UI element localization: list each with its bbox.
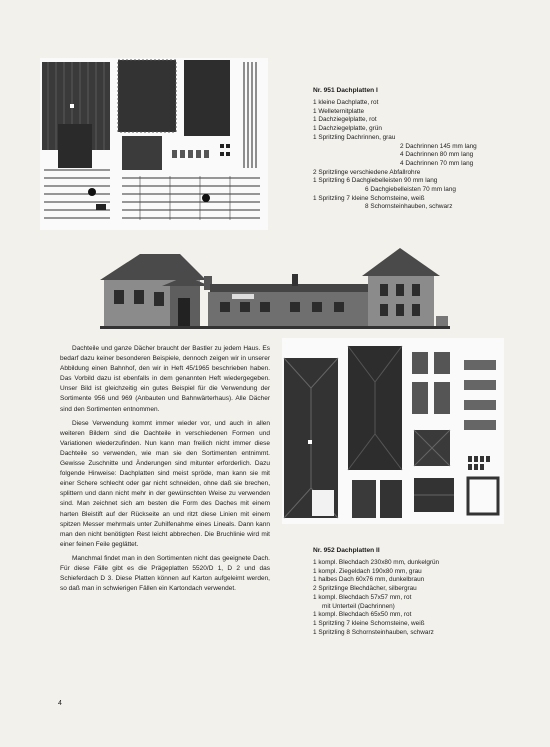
list-item: 1 Spritzling 6 Dachgiebelleisten 90 mm lang bbox=[313, 177, 438, 185]
page-number: 4 bbox=[58, 700, 62, 707]
list-item: 1 kompl. Ziegeldach 190x80 mm, grau bbox=[313, 567, 422, 575]
list-item: 2 Spritzlinge verschiedene Abfallrohre bbox=[313, 168, 421, 176]
set-952-parts-list bbox=[313, 559, 513, 637]
list-item: 1 Spritzling 7 kleine Schornsteine, weiß bbox=[313, 619, 425, 627]
list-item: 1 kleine Dachplatte, rot bbox=[313, 99, 379, 106]
list-item: 8 Schornsteinhauben, schwarz bbox=[365, 203, 453, 211]
photo-set-952-parts bbox=[282, 338, 504, 524]
set-951-parts-illustration bbox=[40, 58, 268, 230]
list-item: 1 Dachziegelplatte, rot bbox=[313, 116, 377, 124]
list-item: 1 Spritzling 7 kleine Schornsteine, weiß bbox=[313, 194, 425, 202]
list-item: 1 kompl. Blechdach 230x80 mm, dunkelgrün bbox=[313, 559, 440, 566]
paragraph-3: Manchmal findet man in den Sortimenten nicht das geeignete Dach. Für diese Fälle gibt es die Prägeplatten 5520/D 1, D 2 und das Schieferdach D 3. Diese Platten können auf Karton aufgeleimt werden, so daß man in schwierigen Fällen ein Kartondach verwendet. bbox=[60, 554, 270, 593]
list-item: 1 halbes Dach 60x76 mm, dunkelbraun bbox=[313, 576, 425, 584]
photo-station-model bbox=[100, 246, 450, 330]
paragraph-2: Diese Verwendung kommt immer wieder vor, und auch in allen weiteren Bildern sind die Dachteile in verschiedenen Formen und Variationen wiederzufinden. Nun kann man freilich nicht immer diese Dachteile so verwenden, wie man sie den Sortimenten entnimmt. Gewisse Zuschnitte und Änderungen sind mitunter erforderlich. Dazu folgende Hinweise: Dachplatten sind meist spröde, man kann sie mit einer Schere schlecht oder gar nicht schneiden, ohne daß sie brechen, splittern und dann nicht mehr in der gewünschten Weise zu verwenden sind. Man zeichnet sich am besten die Form des Daches mit einem harten Bleistift auf der Rückseite an und ritzt diese Linien mit einem spitzen Messer mehrmals unter Zuhilfenahme eines Lineals. Dann kann man den nicht benötigten Rest leicht abbrechen. Die Bruchlinie wird mit einer feinen Feile geglättet. bbox=[60, 419, 270, 548]
list-item: 1 Welleternitplatte bbox=[313, 107, 365, 115]
list-item: 1 kompl. Blechdach 57x57 mm, rot bbox=[313, 593, 412, 601]
list-item: 4 Dachrinnen 70 mm lang bbox=[400, 159, 474, 167]
set-951-parts-list bbox=[313, 99, 513, 212]
station-model-illustration bbox=[100, 246, 450, 330]
list-item: 2 Spritzlinge Blechdächer, silbergrau bbox=[313, 585, 417, 593]
list-item: 1 Spritzling Dachrinnen, grau bbox=[313, 133, 396, 141]
set-952-title: Nr. 952 Dachplatten II bbox=[313, 547, 380, 554]
photo-set-951-parts bbox=[40, 58, 268, 230]
list-item: 4 Dachrinnen 80 mm lang bbox=[400, 151, 474, 159]
set-952-parts-illustration bbox=[282, 338, 504, 524]
list-item: mit Unterteil (Dachrinnen) bbox=[322, 602, 395, 610]
list-item: 1 Dachziegelplatte, grün bbox=[313, 125, 382, 133]
list-item: 6 Dachgiebelleisten 70 mm lang bbox=[365, 186, 456, 194]
paragraph-1: Dachteile und ganze Dächer braucht der Bastler zu jedem Haus. Es bedarf dazu keiner besonderen Beispiele, dennoch zeigen wir in unserer Abbildung einen Bahnhof, den wir in Heft 45/1965 beschrieben haben. Das Vorbild dazu ist ebenfalls in dem genannten Heft wiedergegeben. Unser Bild ist gleichzeitig ein gutes Beispiel für die Verwendung der Sortimente 956 und 969 (Anbauten und Bahnwärterhaus). Alle Dächer sind den Sortimenten entnommen. bbox=[60, 345, 270, 413]
list-item: 2 Dachrinnen 145 mm lang bbox=[400, 142, 477, 150]
list-item: 1 Spritzling 8 Schornsteinhauben, schwarz bbox=[313, 628, 434, 636]
set-951-title: Nr. 951 Dachplatten I bbox=[313, 87, 378, 94]
list-item: 1 kompl. Blechdach 65x50 mm, rot bbox=[313, 611, 412, 619]
body-text bbox=[60, 344, 270, 598]
